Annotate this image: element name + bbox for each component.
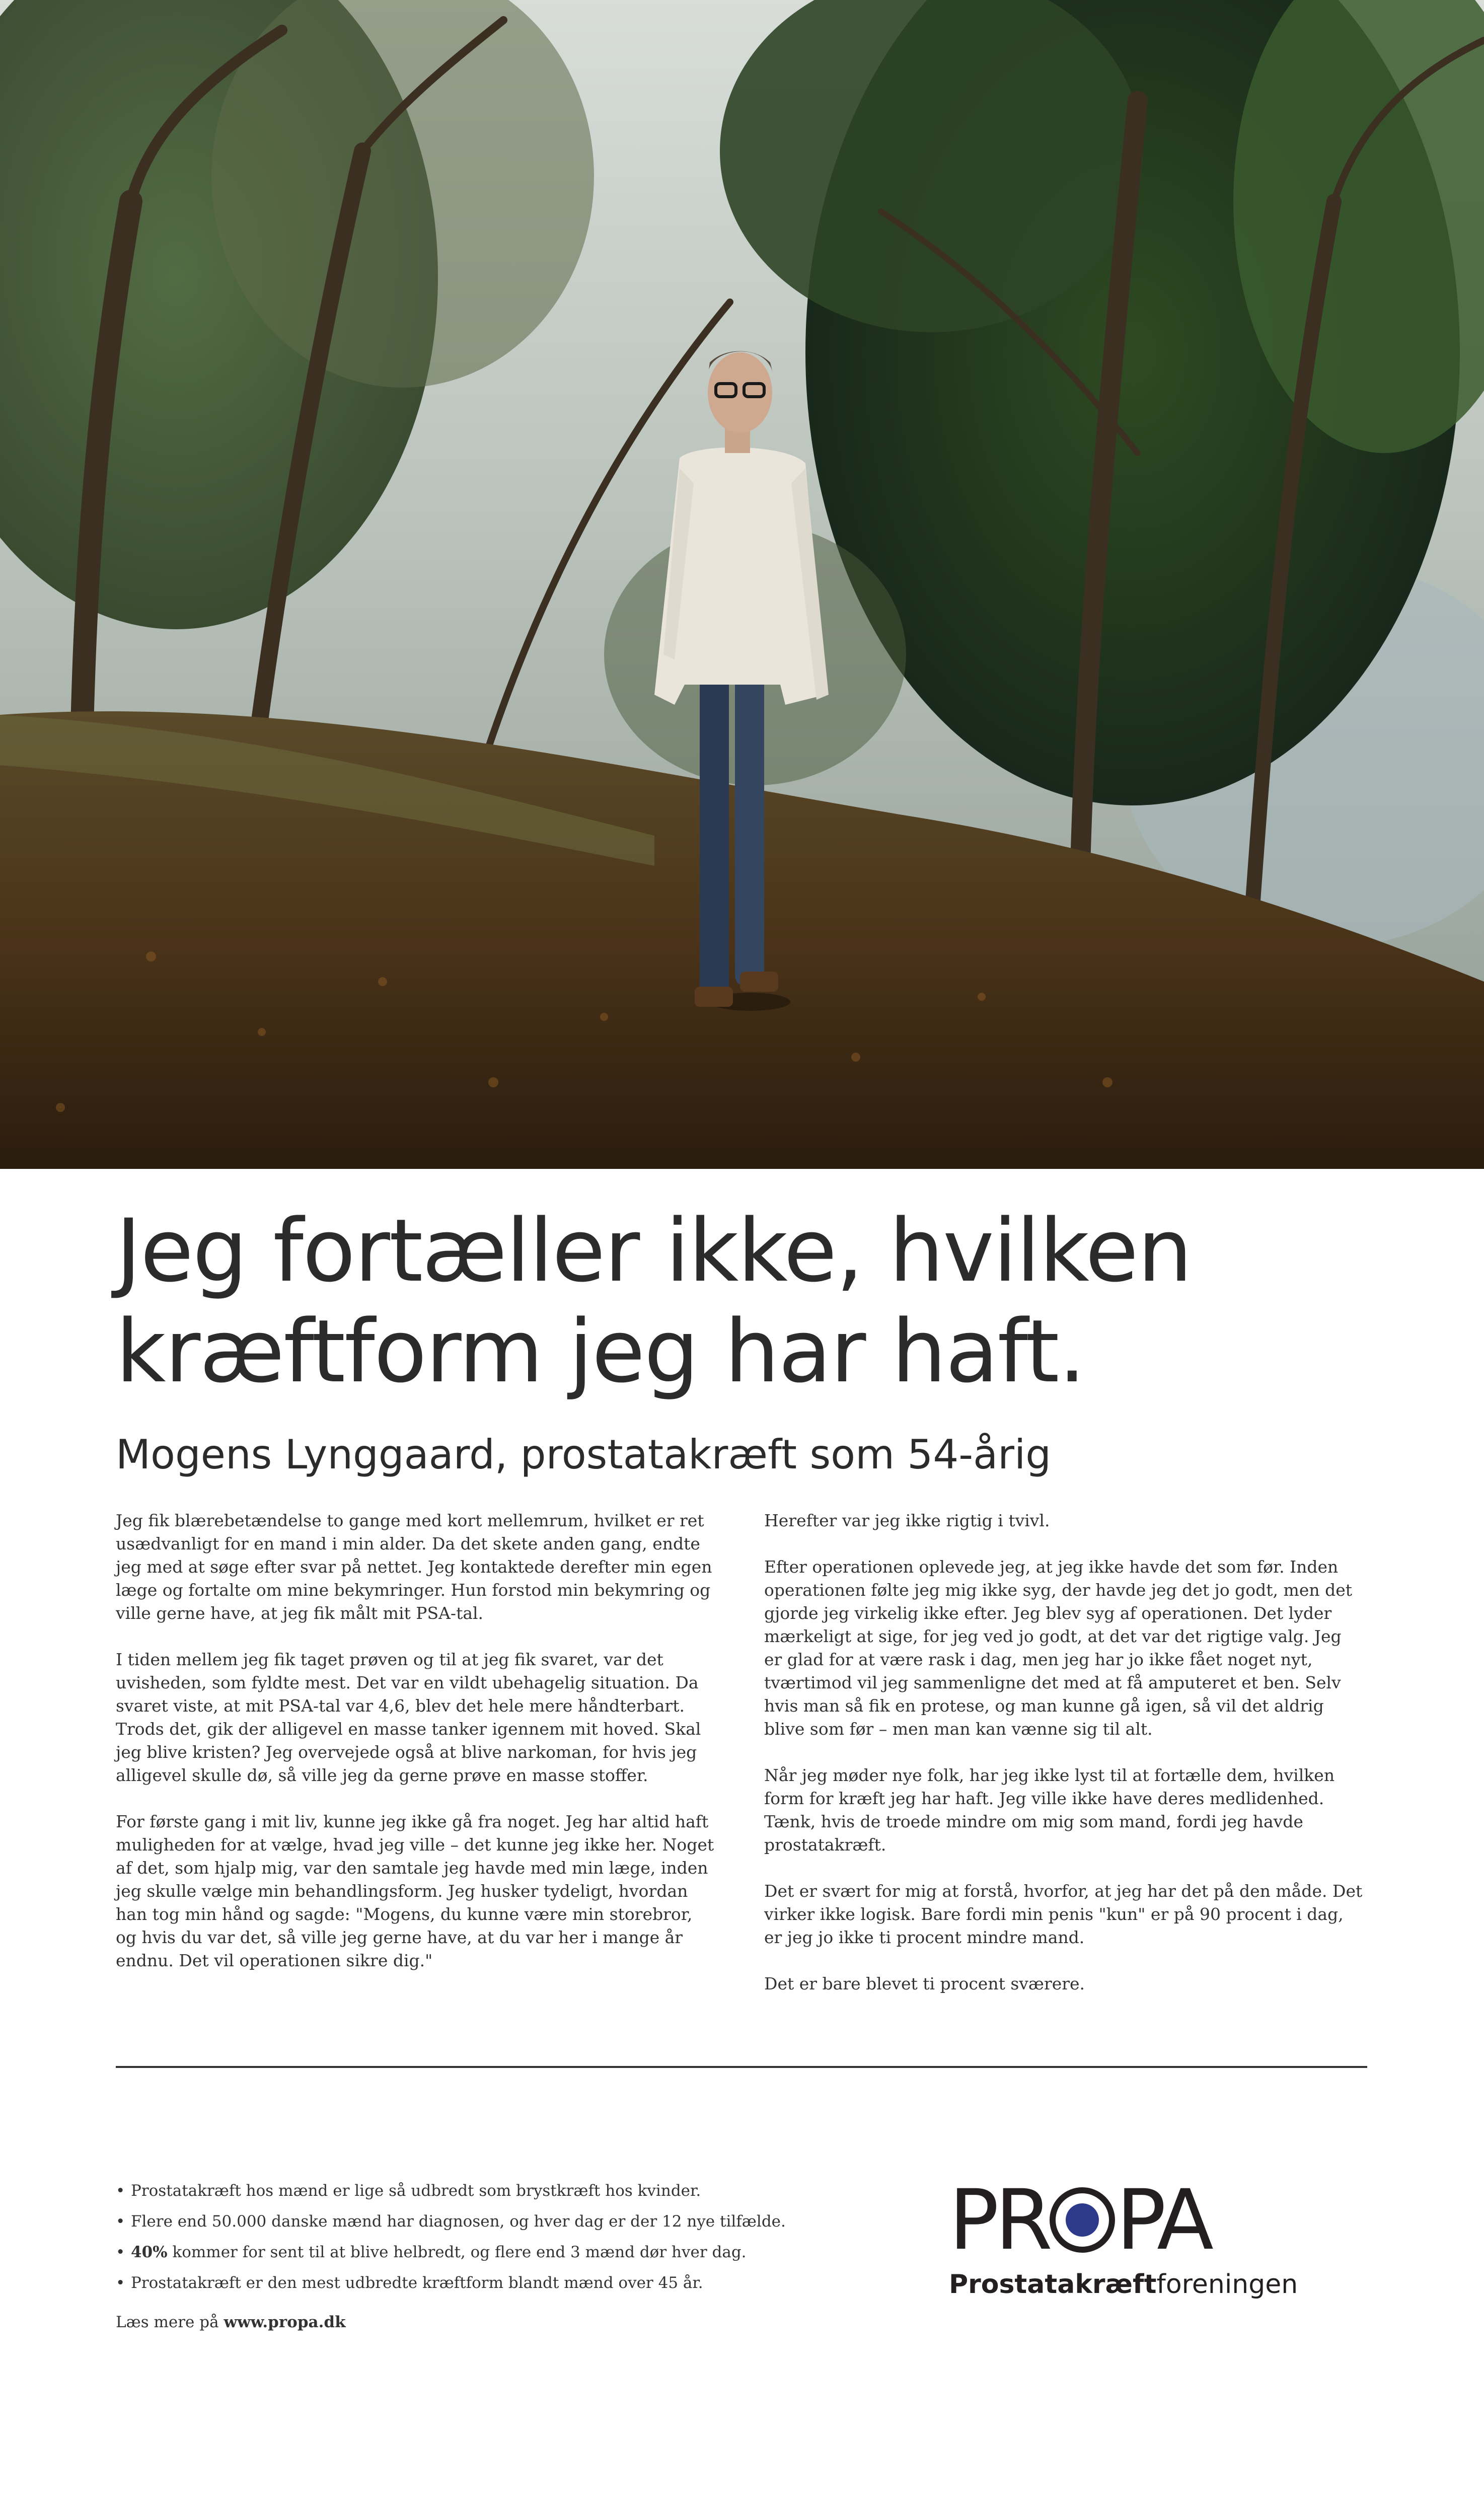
fact-item <box>116 2176 871 2206</box>
propa-logo <box>949 2172 1298 2301</box>
article-paragraph: I tiden mellem jeg fik taget prøven og til at jeg fik svaret, var det uvisheden, som fyldte mest. Det var en vildt ubehagelig situation. Da svaret viste, at mit PSA-tal var 4,6, blev det hele mere håndterbart. Trods det, gik der alligevel en masse tanker igennem mit hoved. Skal jeg blive kristen? Jeg overvejede også at blive narkoman, for hvis jeg alligevel skulle dø, så ville jeg da gerne prøve en masse stoffer. <box>116 1650 701 1785</box>
fact-item <box>116 2268 871 2299</box>
article-paragraph: Når jeg møder nye folk, har jeg ikke lyst til at fortælle dem, hvilken form for kræft jeg har haft. Jeg ville ikke have deres medlidenhed. Tænk, hvis de troede mindre om mig som mand, fordi jeg havde prostatakræft. <box>764 1765 1335 1855</box>
headline-line-1: Jeg fortæller ikke, hvilken <box>116 1200 1192 1301</box>
fact-text: Prostatakræft er den mest udbredte kræftform blandt mænd over 45 år. <box>131 2274 703 2292</box>
article-column-left <box>116 1509 715 1995</box>
fact-item <box>116 2237 871 2268</box>
logo-letters-left: PR <box>949 2172 1049 2268</box>
fact-text: Flere end 50.000 danske mænd har diagnosen, og hver dag er der 12 nye tilfælde. <box>131 2212 786 2231</box>
article-paragraph: Herefter var jeg ikke rigtig i tvivl. <box>764 1511 1050 1530</box>
logo-wordmark <box>949 2172 1210 2268</box>
article-paragraph: Jeg fik blærebetændelse to gange med kort mellemrum, hvilket er ret usædvanligt for en mand i min alder. Da det skete anden gang, endte jeg med at søge efter svar på nettet. Jeg kontaktede derefter min egen læge og fortalte om mine bekymringer. Hun forstod min bekymring og ville gerne have, at jeg fik målt mit PSA-tal. <box>116 1511 712 1623</box>
hero-photo <box>0 0 1484 1169</box>
article-paragraph: Det er svært for mig at forstå, hvorfor, at jeg har det på den måde. Det virker ikke logisk. Bare fordi min penis "kun" er på 90 procent i dag, er jeg jo ikke ti procent mindre mand. <box>764 1881 1363 1947</box>
logo-letters-right: PA <box>1116 2172 1210 2268</box>
website-link[interactable]: www.propa.dk <box>224 2313 346 2331</box>
fact-item <box>116 2206 871 2237</box>
fact-text: Prostatakræft hos mænd er lige så udbredt som brystkræft hos kvinder. <box>131 2182 701 2200</box>
logo-organisation-name <box>949 2269 1298 2300</box>
article-paragraph: For første gang i mit liv, kunne jeg ikke gå fra noget. Jeg har altid haft muligheden for at vælge, hvad jeg ville – det kunne jeg ikke her. Noget af det, som hjalp mig, var den samtale jeg havde med min læge, inden jeg skulle vælge min behandlingsform. Jeg husker tydeligt, hvordan han tog min hånd og sagde: "Mogens, du kunne være min storebror, og hvis du var det, så ville jeg gerne have, at du var her i mange år endnu. Det vil operationen sikre dig." <box>116 1812 714 1970</box>
article-paragraph: Det er bare blevet ti procent sværere. <box>764 1974 1085 1993</box>
subheadline: Mogens Lynggaard, prostatakræft som 54-årig <box>116 1431 1052 1478</box>
section-divider <box>116 2066 1367 2068</box>
read-more <box>116 2311 346 2334</box>
fact-text: kommer for sent til at blive helbredt, og flere end 3 mænd dør hver dag. <box>167 2243 747 2261</box>
logo-o-circle-icon <box>1050 2187 1115 2253</box>
headline <box>116 1201 1374 1402</box>
forest-scene-illustration <box>0 0 1484 1169</box>
logo-name-bold: Prostatakræft <box>949 2269 1157 2300</box>
logo-name-regular: foreningen <box>1156 2269 1298 2300</box>
read-more-prefix: Læs mere på <box>116 2313 224 2331</box>
logo-dot <box>1066 2203 1099 2237</box>
fact-emphasis: 40% <box>131 2243 168 2261</box>
article-column-right <box>764 1509 1363 2019</box>
article-paragraph: Efter operationen oplevede jeg, at jeg ikke havde det som før. Inden operationen følte jeg mig ikke syg, der havde jeg det jo godt, men det gjorde jeg virkelig ikke efter. Jeg blev syg af operationen. Det lyder mærkeligt at sige, for jeg ved jo godt, at det var det rigtige valg. Jeg er glad for at være rask i dag, men jeg har jo ikke fået noget nyt, tværtimod vil jeg sammenligne det med at få amputeret et ben. Selv hvis man så fik en protese, og man kunne gå igen, så vil det aldrig blive som før – men man kan vænne sig til alt. <box>764 1557 1353 1739</box>
facts-list <box>116 2176 871 2299</box>
headline-line-2: kræftform jeg har haft. <box>116 1301 1085 1402</box>
